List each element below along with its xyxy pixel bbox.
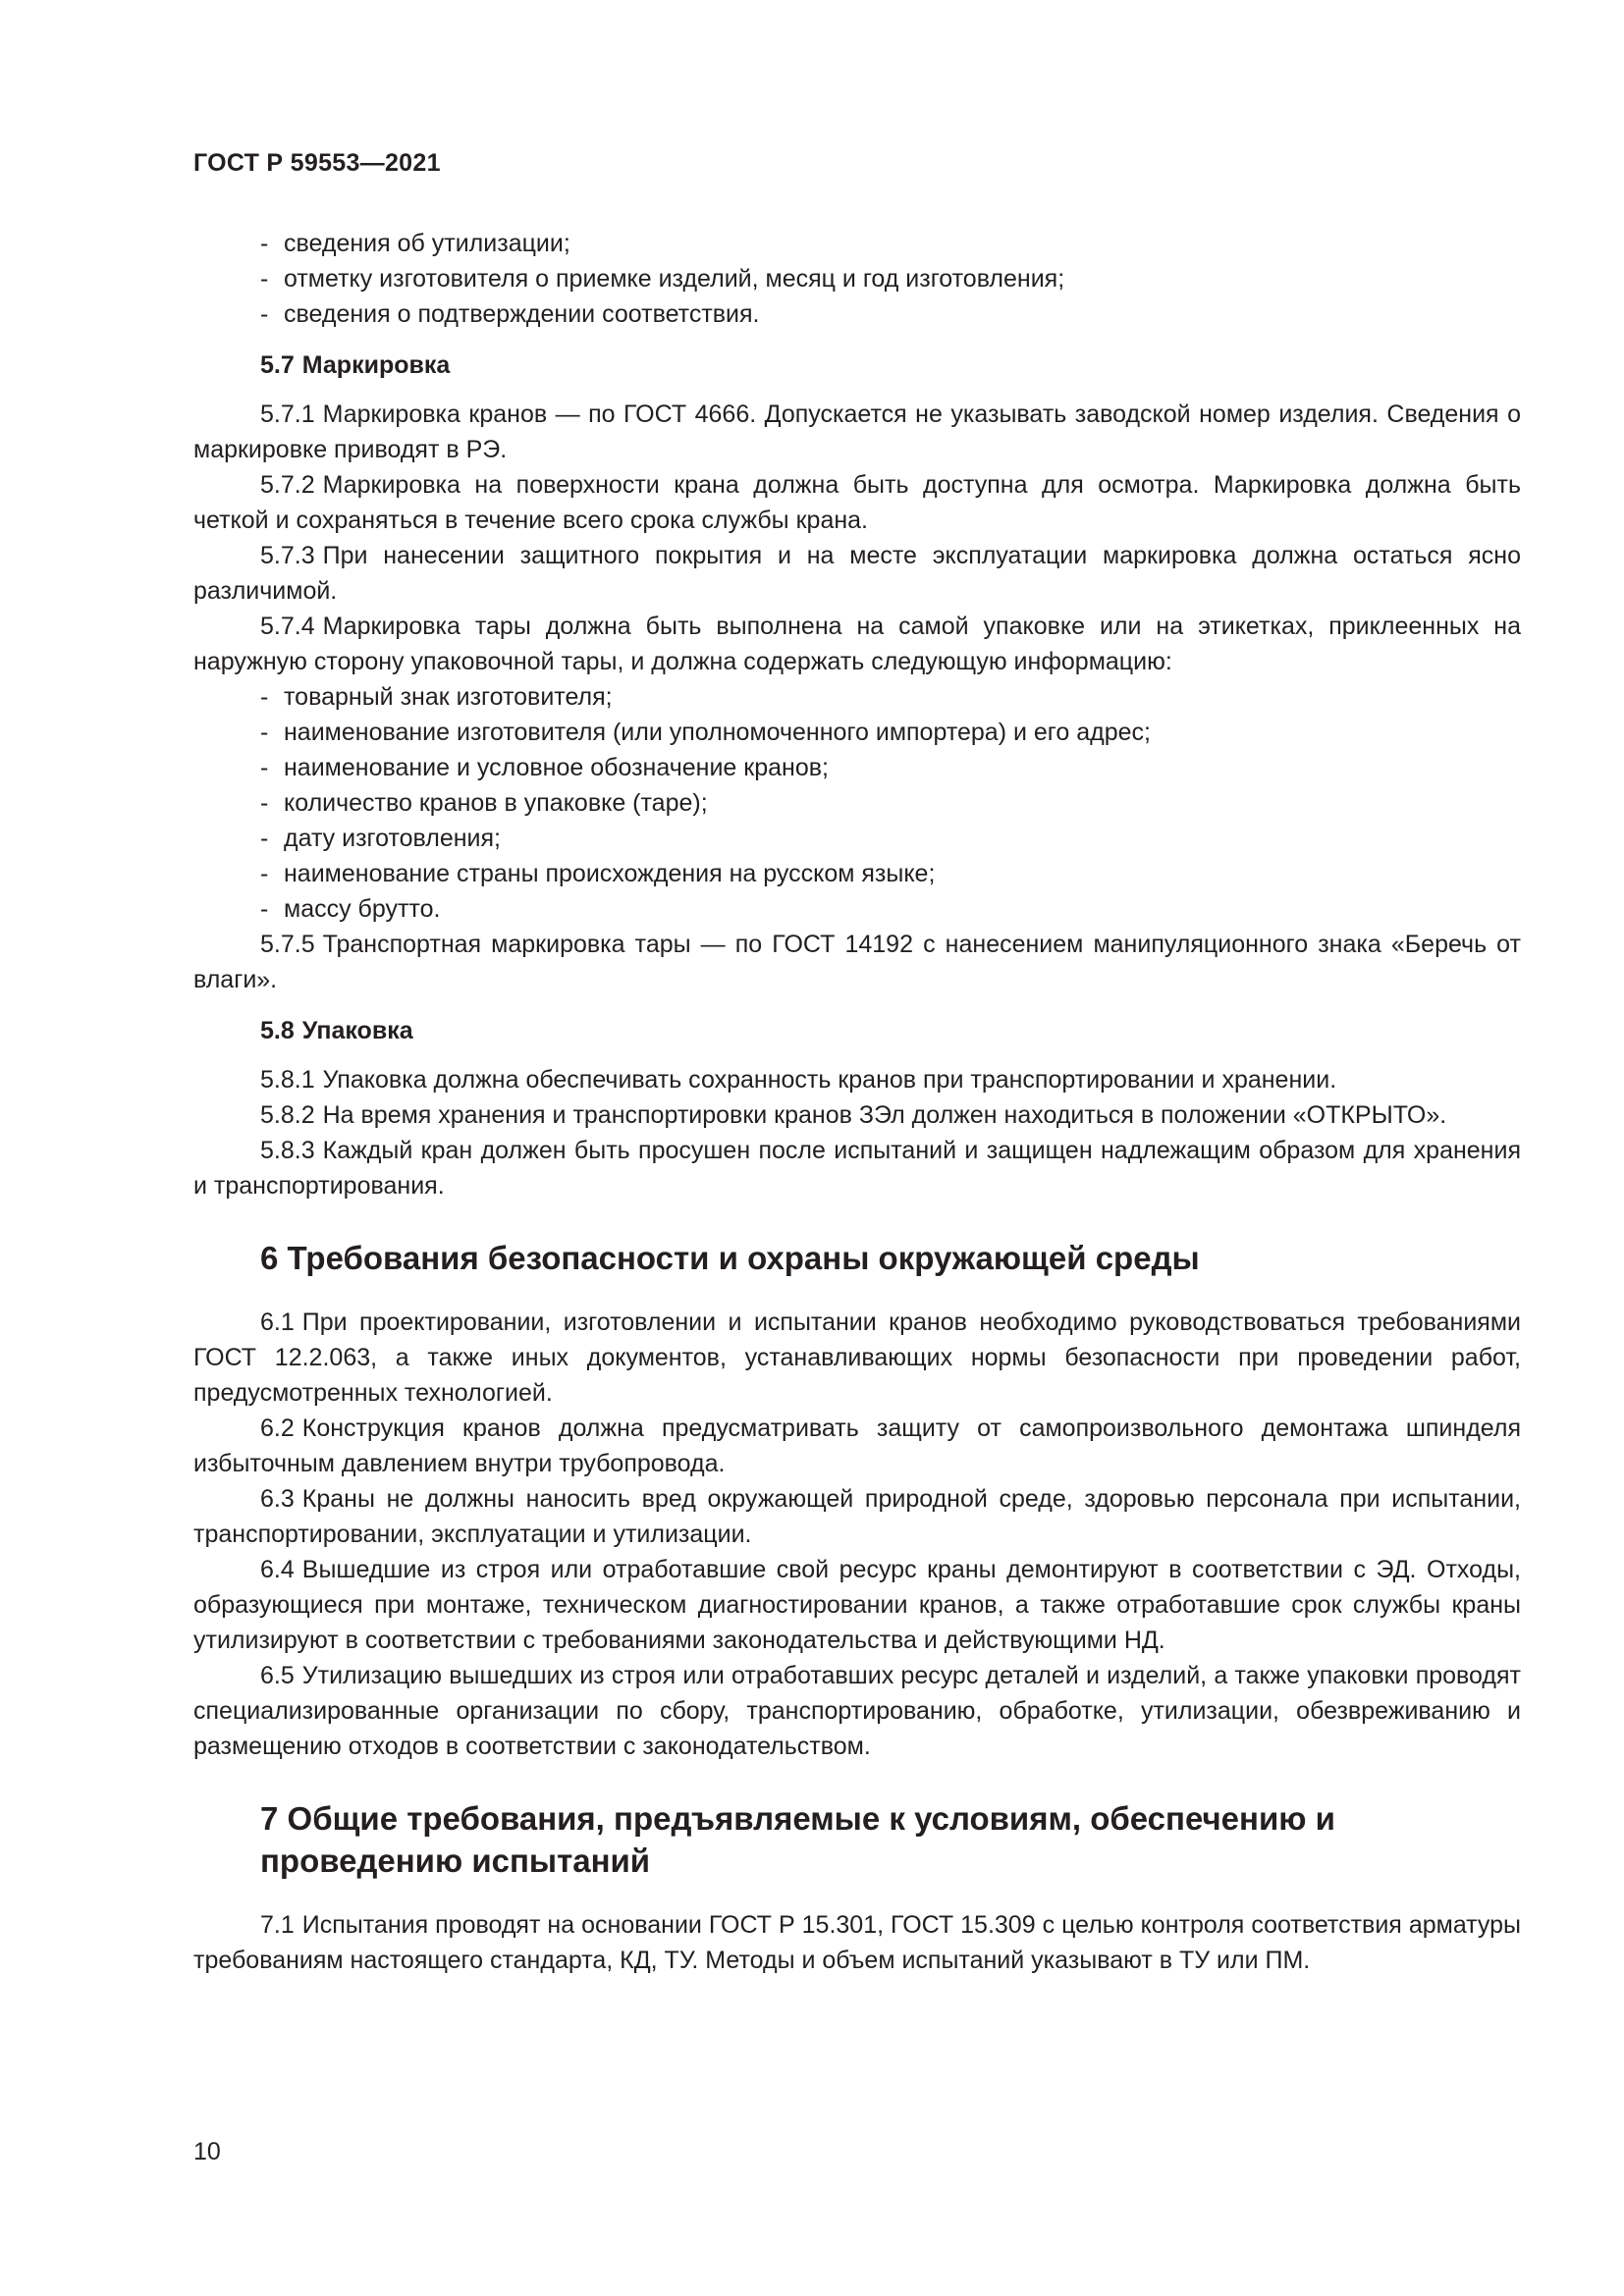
document-header: ГОСТ Р 59553—2021 [193, 149, 441, 177]
subsection-heading-5-7: 5.7 Маркировка [260, 351, 451, 379]
intro-list [193, 226, 1521, 332]
paragraph-6-1: 6.1 При проектировании, изготовлении и испытании кранов необходимо руководствоваться требованиями ГОСТ 12.2.063, а также иных документов, устанавливающих нормы безопасности при проведении работ, предусмотренных технологией. [193, 1308, 1521, 1407]
paragraph-5-7-1: 5.7.1 Маркировка кранов — по ГОСТ 4666. Допускается не указывать заводской номер изделия. Сведения о маркировке приводят в РЭ. [193, 400, 1521, 463]
list-item: - дату изготовления; [260, 825, 501, 852]
list-item: - наименование страны происхождения на русском языке; [260, 860, 936, 887]
paragraph-6-5: 6.5 Утилизацию вышедших из строя или отработавших ресурс деталей и изделий, а также упаковки проводят специализированные организации по сбору, транспортированию, обработке, утилизации, обезвреживанию и размещению отходов в соответствии с законодательством. [193, 1662, 1521, 1760]
subsection-heading-5-8: 5.8 Упаковка [260, 1017, 413, 1044]
paragraph-5-8-2: 5.8.2 На время хранения и транспортировки кранов ЗЭл должен находиться в положении «ОТКРЫТО». [260, 1101, 1447, 1129]
paragraph-5-7-2: 5.7.2 Маркировка на поверхности крана должна быть доступна для осмотра. Маркировка должна быть четкой и сохраняться в течение всего срока службы крана. [193, 471, 1521, 534]
list-item: - наименование изготовителя (или уполномоченного импортера) и его адрес; [260, 719, 1151, 746]
paragraph-7-1: 7.1 Испытания проводят на основании ГОСТ Р 15.301, ГОСТ 15.309 с целью контроля соответствия арматуры требованиям настоящего стандарта, КД, ТУ. Методы и объем испытаний указывают в ТУ или ПМ. [193, 1911, 1521, 1974]
paragraph-6-2: 6.2 Конструкция кранов должна предусматривать защиту от самопроизвольного демонтажа шпинделя избыточным давлением внутри трубопровода. [193, 1415, 1521, 1477]
list-item: - сведения о подтверждении соответствия. [260, 300, 760, 328]
paragraph-5-8-3: 5.8.3 Каждый кран должен быть просушен после испытаний и защищен надлежащим образом для хранения и транспортирования. [193, 1137, 1521, 1200]
paragraph-6-3: 6.3 Краны не должны наносить вред окружающей природной среде, здоровью персонала при испытании, транспортировании, эксплуатации и утилизации. [193, 1485, 1521, 1548]
section-heading-6: 6 Требования безопасности и охраны окружающей среды [260, 1240, 1200, 1276]
paragraph-5-8-1: 5.8.1 Упаковка должна обеспечивать сохранность кранов при транспортировании и хранении. [260, 1066, 1337, 1094]
list-item: - количество кранов в упаковке (таре); [260, 789, 708, 817]
paragraph-5-7-3: 5.7.3 При нанесении защитного покрытия и на месте эксплуатации маркировка должна остаться ясно различимой. [193, 542, 1521, 605]
section-heading-7: 7 Общие требования, предъявляемые к условиям, обеспечению и проведению испытаний [260, 1800, 1335, 1879]
page-number: 10 [193, 2138, 221, 2165]
list-item: - товарный знак изготовителя; [260, 683, 613, 711]
list-item: - отметку изготовителя о приемке изделий, месяц и год изготовления; [260, 265, 1065, 293]
marking-list [193, 679, 1521, 927]
list-item: - массу брутто. [260, 895, 441, 923]
list-item: - наименование и условное обозначение кранов; [260, 754, 829, 781]
list-item: - сведения об утилизации; [260, 230, 570, 257]
paragraph-5-7-5: 5.7.5 Транспортная маркировка тары — по ГОСТ 14192 с нанесением манипуляционного знака «Беречь от влаги». [193, 931, 1521, 993]
paragraph-5-7-4: 5.7.4 Маркировка тары должна быть выполнена на самой упаковке или на этикетках, приклеенных на наружную сторону упаковочной тары, и должна содержать следующую информацию: [193, 613, 1521, 675]
paragraph-6-4: 6.4 Вышедшие из строя или отработавшие свой ресурс краны демонтируют в соответствии с ЭД. Отходы, образующиеся при монтаже, техническом диагностировании кранов, а также отработавшие срок службы краны утилизируют в соответствии с требованиями законодательства и действующими НД. [193, 1556, 1521, 1654]
document-body [193, 226, 1521, 1978]
